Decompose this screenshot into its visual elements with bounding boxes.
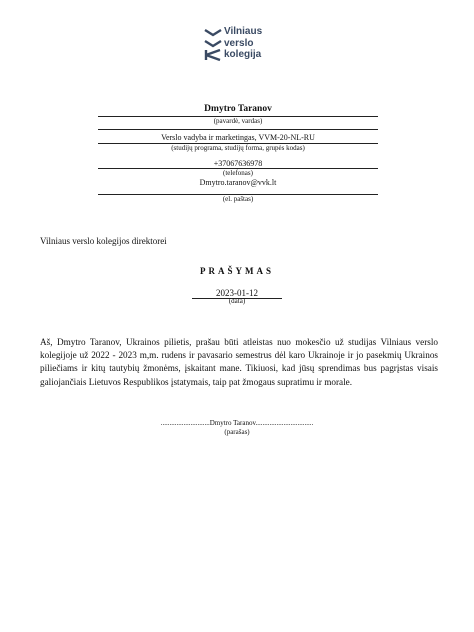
request-body: Aš, Dmytro Taranov, Ukrainos pilietis, prašau būti atleistas nuo mokesčio už studijas Vilniaus verslo kolegijoje už 2022 - 2023 m,m. rudens ir pavasario semestrus dėl karo Ukrainoje ir jo pasekmių Ukrainos piliečiams ir kitų tautybių žmonėms, įskaitant mane. Tikiuosi, kad jūsų sprendimas bus pagrįstas visais galiojančiais Lietuvos Respublikos įstatymais, taip pat žmogaus supratimu ir morale. (40, 337, 438, 387)
document-title: PRAŠYMAS (199, 266, 274, 276)
applicant-name: Dmytro Taranov (204, 104, 272, 114)
phone-number: +37067636978 (213, 159, 263, 168)
logo-wordmark (224, 26, 284, 61)
signature-caption: (parašas) (224, 428, 250, 436)
email-address: Dmytro.taranov@vvk.lt (199, 178, 277, 187)
logo-line-2: verslo (224, 37, 254, 49)
date-caption: (data) (228, 297, 246, 305)
signature-line: ............................Dmytro Taranov................................. (160, 419, 314, 427)
phone-caption: (telefonas) (223, 169, 253, 177)
request-date: 2023-01-12 (192, 288, 282, 299)
name-caption: (pavardė, vardas) (213, 117, 263, 125)
program-top-rule (98, 129, 378, 130)
program-caption: (studijų programa, studijų forma, grupės kodas) (171, 144, 305, 152)
logo-line-3: kolegija (224, 49, 262, 60)
email-caption: (el. paštas) (222, 195, 254, 203)
logo-line-1: Vilniaus (224, 26, 263, 37)
addressee: Vilniaus verslo kolegijos direktorei (40, 236, 167, 246)
study-program: Verslo vadyba ir marketingas, VVM-20-NL-RU (161, 133, 315, 142)
college-logo (204, 26, 284, 64)
logo-chevrons-icon (204, 28, 222, 62)
